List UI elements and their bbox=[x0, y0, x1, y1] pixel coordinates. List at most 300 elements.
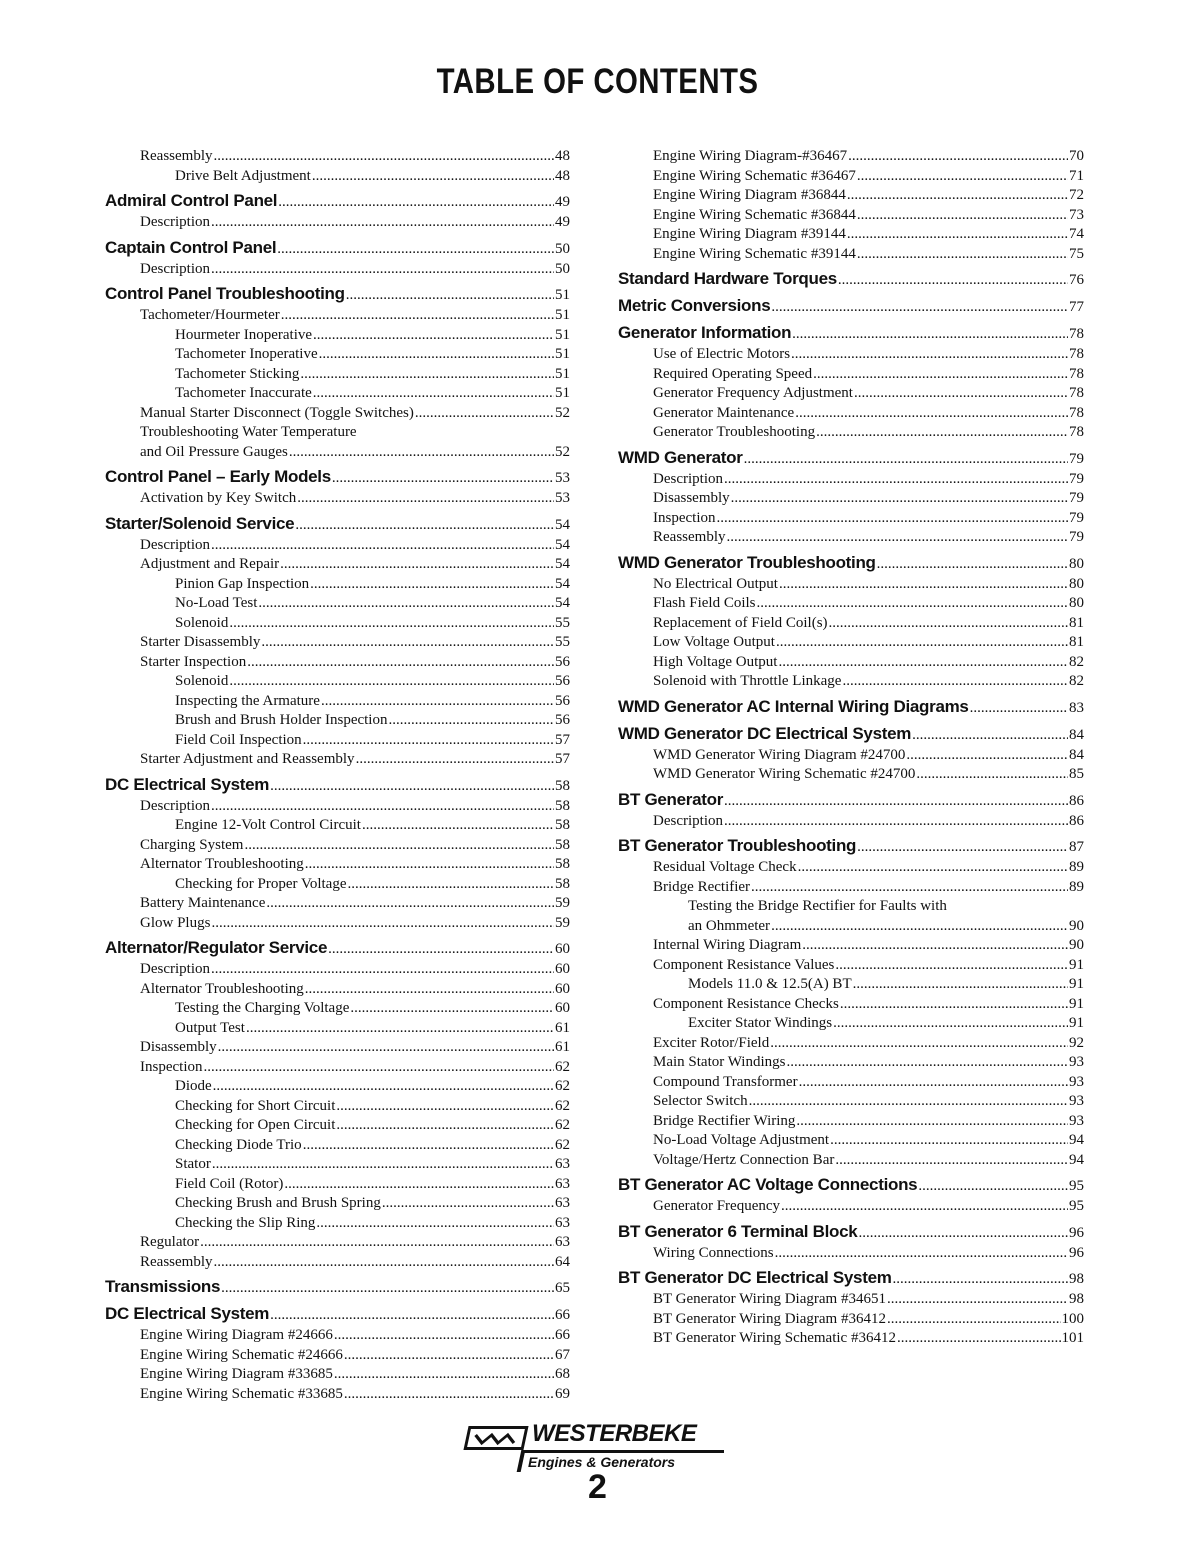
toc-page-number: 54 bbox=[555, 516, 570, 533]
toc-page-number: 62 bbox=[555, 1117, 570, 1133]
toc-entry[interactable] bbox=[105, 1253, 570, 1273]
toc-entry-text: Field Coil (Rotor) bbox=[175, 1175, 284, 1192]
toc-entry[interactable] bbox=[105, 633, 570, 653]
toc-page-number: 98 bbox=[1069, 1291, 1084, 1307]
toc-entry-text: WMD Generator Troubleshooting bbox=[618, 552, 876, 572]
dot-leader bbox=[840, 995, 1068, 1015]
dot-leader bbox=[912, 723, 1068, 748]
dot-leader bbox=[847, 225, 1068, 245]
toc-left-column bbox=[105, 147, 570, 1404]
toc-entry-text: Hourmeter Inoperative bbox=[175, 326, 313, 343]
toc-entry[interactable] bbox=[618, 206, 1084, 226]
dot-leader bbox=[798, 858, 1068, 878]
toc-entry[interactable] bbox=[105, 260, 570, 280]
toc-entry[interactable] bbox=[105, 594, 570, 614]
toc-entry-text: Engine Wiring Diagram #36844 bbox=[653, 187, 846, 203]
dot-leader bbox=[344, 1346, 554, 1366]
toc-entry[interactable] bbox=[105, 1155, 570, 1175]
toc-entry[interactable] bbox=[105, 1136, 570, 1156]
toc-section-heading[interactable] bbox=[105, 235, 570, 260]
toc-section-heading[interactable] bbox=[105, 772, 570, 797]
dot-leader bbox=[332, 466, 554, 491]
toc-entry-continued bbox=[105, 423, 570, 443]
dot-leader bbox=[246, 1019, 554, 1039]
toc-entry-text: Tachometer Sticking bbox=[175, 365, 300, 382]
toc-entry[interactable] bbox=[618, 1014, 1084, 1034]
toc-entry[interactable] bbox=[618, 1244, 1084, 1264]
toc-page-number: 61 bbox=[555, 1019, 570, 1036]
toc-entry[interactable] bbox=[105, 836, 570, 856]
toc-entry-text: Disassembly bbox=[653, 490, 730, 506]
toc-page-number: 60 bbox=[555, 961, 570, 977]
toc-entry[interactable] bbox=[618, 917, 1084, 937]
toc-entry-text: Captain Control Panel bbox=[105, 237, 277, 257]
toc-page-number: 79 bbox=[1069, 509, 1084, 526]
toc-page-number: 80 bbox=[1069, 575, 1084, 592]
toc-page-number: 57 bbox=[555, 731, 570, 748]
toc-entry-text: Residual Voltage Check bbox=[653, 859, 797, 875]
dot-leader bbox=[319, 345, 554, 365]
toc-entry[interactable] bbox=[618, 147, 1084, 167]
toc-entry-text: BT Generator AC Voltage Connections bbox=[618, 1175, 918, 1194]
dot-leader bbox=[356, 750, 554, 770]
toc-entry[interactable] bbox=[105, 816, 570, 836]
toc-page-number: 94 bbox=[1069, 1151, 1084, 1168]
toc-page-number: 50 bbox=[555, 240, 570, 257]
dot-leader bbox=[816, 423, 1068, 443]
toc-entry[interactable] bbox=[618, 995, 1084, 1015]
toc-entry[interactable] bbox=[618, 594, 1084, 614]
toc-section-heading[interactable] bbox=[618, 721, 1084, 746]
dot-leader bbox=[214, 1253, 555, 1273]
dot-leader bbox=[779, 575, 1068, 595]
toc-entry[interactable] bbox=[618, 423, 1084, 443]
toc-section-heading[interactable] bbox=[618, 1172, 1084, 1197]
toc-section-heading[interactable] bbox=[105, 281, 570, 306]
logo-rule bbox=[524, 1450, 724, 1453]
toc-page-number: 74 bbox=[1069, 226, 1084, 242]
toc-page-number: 78 bbox=[1069, 424, 1084, 440]
dot-leader bbox=[281, 306, 554, 326]
toc-entry[interactable] bbox=[618, 1329, 1084, 1349]
dot-leader bbox=[791, 345, 1068, 365]
toc-page-number: 83 bbox=[1069, 699, 1084, 716]
dot-leader bbox=[877, 552, 1068, 577]
toc-entry[interactable] bbox=[618, 653, 1084, 673]
toc-entry-text: Alternator/Regulator Service bbox=[105, 938, 328, 957]
dot-leader bbox=[310, 575, 554, 595]
dot-leader bbox=[266, 894, 554, 914]
toc-entry[interactable] bbox=[618, 765, 1084, 785]
toc-page-number: 56 bbox=[555, 692, 570, 709]
toc-entry[interactable] bbox=[618, 858, 1084, 878]
toc-entry[interactable] bbox=[105, 797, 570, 817]
toc-section-heading[interactable] bbox=[105, 464, 570, 489]
dot-leader bbox=[724, 812, 1068, 832]
toc-section-heading[interactable] bbox=[105, 1274, 570, 1299]
toc-entry[interactable] bbox=[105, 345, 570, 365]
toc-entry-text: Engine Wiring Schematic #39144 bbox=[653, 245, 856, 262]
toc-entry[interactable] bbox=[105, 306, 570, 326]
toc-entry[interactable] bbox=[105, 711, 570, 731]
toc-page-number: 75 bbox=[1069, 245, 1084, 262]
toc-entry[interactable] bbox=[105, 1097, 570, 1117]
toc-entry[interactable] bbox=[618, 878, 1084, 898]
toc-entry[interactable] bbox=[618, 1310, 1084, 1330]
toc-page-number: 95 bbox=[1069, 1178, 1084, 1194]
toc-entry[interactable] bbox=[105, 555, 570, 575]
toc-entry[interactable] bbox=[618, 1034, 1084, 1054]
toc-entry[interactable] bbox=[618, 1053, 1084, 1073]
dot-leader bbox=[278, 190, 554, 215]
toc-entry-text: Checking Brush and Brush Spring bbox=[175, 1195, 381, 1211]
toc-entry-text: Checking for Proper Voltage bbox=[175, 875, 347, 892]
toc-entry[interactable] bbox=[618, 672, 1084, 692]
toc-entry[interactable] bbox=[105, 1194, 570, 1214]
toc-entry[interactable] bbox=[618, 245, 1084, 265]
dot-leader bbox=[749, 1092, 1068, 1112]
toc-entry[interactable] bbox=[618, 384, 1084, 404]
toc-page-number: 59 bbox=[555, 895, 570, 911]
toc-entry[interactable] bbox=[105, 1346, 570, 1366]
toc-entry[interactable] bbox=[105, 489, 570, 509]
toc-entry-text: BT Generator Wiring Diagram #34651 bbox=[653, 1291, 886, 1307]
toc-page-number: 48 bbox=[555, 167, 570, 184]
toc-entry[interactable] bbox=[618, 167, 1084, 187]
toc-page-number: 56 bbox=[555, 673, 570, 689]
toc-page-number: 73 bbox=[1069, 206, 1084, 223]
dot-leader bbox=[799, 1073, 1068, 1093]
dot-leader bbox=[770, 1034, 1068, 1054]
toc-entry[interactable] bbox=[105, 653, 570, 673]
toc-entry[interactable] bbox=[618, 633, 1084, 653]
toc-entry-text: No Electrical Output bbox=[653, 575, 778, 592]
toc-page-number: 89 bbox=[1069, 859, 1084, 875]
toc-page-number: 78 bbox=[1069, 346, 1084, 362]
toc-entry[interactable] bbox=[105, 147, 570, 167]
toc-entry[interactable] bbox=[618, 936, 1084, 956]
toc-entry-text: WMD Generator DC Electrical System bbox=[618, 723, 912, 743]
toc-page-number: 61 bbox=[555, 1039, 570, 1055]
toc-entry-text: Output Test bbox=[175, 1019, 245, 1036]
toc-entry-text: Exciter Rotor/Field bbox=[653, 1034, 770, 1051]
toc-entry[interactable] bbox=[105, 875, 570, 895]
toc-page-number: 49 bbox=[555, 194, 570, 210]
dot-leader bbox=[336, 1116, 554, 1136]
dot-leader bbox=[244, 836, 554, 856]
dot-leader bbox=[802, 936, 1068, 956]
toc-entry[interactable] bbox=[618, 812, 1084, 832]
toc-entry[interactable] bbox=[105, 575, 570, 595]
toc-entry[interactable] bbox=[105, 404, 570, 424]
toc-entry[interactable] bbox=[618, 225, 1084, 245]
toc-page-number: 60 bbox=[555, 1000, 570, 1016]
toc-page-number: 78 bbox=[1069, 385, 1084, 401]
toc-section-heading[interactable] bbox=[618, 1219, 1084, 1244]
toc-page-number: 78 bbox=[1069, 365, 1084, 382]
toc-page-number: 78 bbox=[1069, 404, 1084, 421]
toc-page-number: 85 bbox=[1069, 766, 1084, 782]
toc-entry-text: Generator Troubleshooting bbox=[653, 424, 816, 440]
toc-section-heading[interactable] bbox=[618, 787, 1084, 812]
toc-entry[interactable] bbox=[618, 614, 1084, 634]
toc-entry-text: Starter Disassembly bbox=[140, 634, 261, 650]
toc-entry[interactable] bbox=[105, 914, 570, 934]
toc-entry-text: DC Electrical System bbox=[105, 774, 270, 794]
dot-leader bbox=[211, 797, 554, 817]
toc-page-number: 79 bbox=[1069, 450, 1084, 467]
toc-entry-text: Stator bbox=[175, 1156, 211, 1172]
toc-entry[interactable] bbox=[618, 345, 1084, 365]
toc-entry-text: Description bbox=[140, 536, 210, 553]
toc-entry-text: WMD Generator bbox=[618, 447, 743, 467]
dot-leader bbox=[214, 147, 555, 167]
toc-entry[interactable] bbox=[618, 975, 1084, 995]
toc-entry[interactable] bbox=[105, 1116, 570, 1136]
toc-entry-text: Activation by Key Switch bbox=[140, 490, 297, 506]
toc-section-heading[interactable] bbox=[618, 320, 1084, 345]
toc-entry[interactable] bbox=[105, 213, 570, 233]
dot-leader bbox=[775, 1244, 1068, 1264]
dot-leader bbox=[211, 213, 554, 233]
toc-page-number: 63 bbox=[555, 1214, 570, 1231]
dot-leader bbox=[258, 594, 554, 614]
toc-entry-text: Wiring Connections bbox=[653, 1244, 774, 1261]
toc-entry-text: Control Panel Troubleshooting bbox=[105, 284, 345, 303]
toc-entry-text: Exciter Stator Windings bbox=[688, 1015, 833, 1031]
toc-section-heading[interactable] bbox=[618, 445, 1084, 470]
toc-entry-text: Component Resistance Checks bbox=[653, 995, 839, 1012]
toc-entry[interactable] bbox=[618, 746, 1084, 766]
toc-entry-text: High Voltage Output bbox=[653, 653, 778, 670]
toc-entry[interactable] bbox=[105, 536, 570, 556]
toc-entry[interactable] bbox=[105, 167, 570, 187]
toc-page-number: 55 bbox=[555, 614, 570, 631]
dot-leader bbox=[362, 816, 554, 836]
toc-page-number: 90 bbox=[1069, 917, 1084, 934]
dot-leader bbox=[781, 1197, 1068, 1217]
dot-leader bbox=[261, 633, 554, 653]
toc-page-number: 51 bbox=[555, 346, 570, 362]
dot-leader bbox=[280, 555, 554, 575]
dot-leader bbox=[786, 1053, 1068, 1073]
toc-entry[interactable] bbox=[618, 404, 1084, 424]
toc-entry[interactable] bbox=[105, 614, 570, 634]
toc-entry[interactable] bbox=[618, 1073, 1084, 1093]
toc-page-number: 82 bbox=[1069, 653, 1084, 670]
toc-section-heading[interactable] bbox=[618, 293, 1084, 318]
toc-entry-text: BT Generator Wiring Schematic #36412 bbox=[653, 1330, 896, 1346]
toc-page-number: 53 bbox=[555, 470, 570, 486]
toc-page-number: 56 bbox=[555, 653, 570, 670]
dot-leader bbox=[842, 672, 1068, 692]
toc-entry[interactable] bbox=[618, 1197, 1084, 1217]
toc-entry[interactable] bbox=[105, 384, 570, 404]
dot-leader bbox=[918, 1174, 1068, 1199]
toc-entry-text: WMD Generator Wiring Diagram #24700 bbox=[653, 746, 906, 763]
toc-entry-text: Bridge Rectifier Wiring bbox=[653, 1112, 796, 1129]
toc-entry[interactable] bbox=[105, 750, 570, 770]
toc-page-number: 62 bbox=[555, 1097, 570, 1114]
toc-entry-text: Pinion Gap Inspection bbox=[175, 575, 310, 592]
toc-page-number: 57 bbox=[555, 751, 570, 767]
toc-entry[interactable] bbox=[105, 1365, 570, 1385]
toc-page-number: 100 bbox=[1061, 1310, 1084, 1327]
toc-entry[interactable] bbox=[618, 365, 1084, 385]
toc-entry[interactable] bbox=[618, 1112, 1084, 1132]
toc-entry[interactable] bbox=[105, 692, 570, 712]
toc-page-number: 86 bbox=[1069, 812, 1084, 829]
toc-entry-text: Glow Plugs bbox=[140, 914, 211, 931]
toc-entry[interactable] bbox=[618, 1151, 1084, 1171]
toc-page-number: 51 bbox=[555, 326, 570, 343]
toc-entry[interactable] bbox=[618, 575, 1084, 595]
toc-entry-text: Engine Wiring Schematic #36844 bbox=[653, 206, 856, 223]
toc-entry[interactable] bbox=[618, 1290, 1084, 1310]
toc-entry-text: Charging System bbox=[140, 836, 244, 853]
toc-section-heading[interactable] bbox=[618, 833, 1084, 858]
toc-section-heading[interactable] bbox=[105, 1301, 570, 1326]
toc-page-number: 95 bbox=[1069, 1198, 1084, 1214]
toc-page-number: 82 bbox=[1069, 673, 1084, 689]
dot-leader bbox=[830, 1131, 1068, 1151]
dot-leader bbox=[334, 1326, 554, 1346]
brand-name: WESTERBEKE bbox=[532, 1420, 697, 1447]
toc-entry-text: Engine Wiring Schematic #24666 bbox=[140, 1346, 343, 1363]
toc-page-number: 79 bbox=[1069, 529, 1084, 545]
toc-entry-text: BT Generator DC Electrical System bbox=[618, 1268, 892, 1287]
toc-entry[interactable] bbox=[105, 1175, 570, 1195]
toc-entry-text: Engine 12-Volt Control Circuit bbox=[175, 817, 361, 833]
toc-page-number: 48 bbox=[555, 148, 570, 164]
dot-leader bbox=[796, 1112, 1068, 1132]
toc-entry[interactable] bbox=[105, 855, 570, 875]
dot-leader bbox=[813, 365, 1068, 385]
dot-leader bbox=[312, 167, 554, 187]
toc-entry[interactable] bbox=[618, 489, 1084, 509]
page-title: TABLE OF CONTENTS bbox=[436, 62, 759, 101]
toc-entry-text: Bridge Rectifier bbox=[653, 878, 751, 895]
dot-leader bbox=[853, 975, 1068, 995]
toc-entry[interactable] bbox=[618, 956, 1084, 976]
toc-entry-text: Generator Maintenance bbox=[653, 404, 795, 421]
toc-page-number: 58 bbox=[555, 875, 570, 892]
toc-entry[interactable] bbox=[105, 894, 570, 914]
toc-entry-text: WMD Generator Wiring Schematic #24700 bbox=[653, 766, 916, 782]
toc-entry[interactable] bbox=[105, 443, 570, 463]
toc-entry-text: Checking for Open Circuit bbox=[175, 1117, 336, 1133]
toc-entry[interactable] bbox=[105, 980, 570, 1000]
dot-leader bbox=[313, 384, 554, 404]
dot-leader bbox=[833, 1014, 1068, 1034]
dot-leader bbox=[229, 672, 554, 692]
toc-entry-text: Manual Starter Disconnect (Toggle Switches) bbox=[140, 404, 414, 421]
toc-section-heading[interactable] bbox=[618, 266, 1084, 291]
toc-section-heading[interactable] bbox=[105, 188, 570, 213]
dot-leader bbox=[203, 1058, 554, 1078]
toc-entry[interactable] bbox=[105, 672, 570, 692]
toc-entry-text: Starter Inspection bbox=[140, 653, 247, 670]
toc-section-heading[interactable] bbox=[618, 694, 1084, 719]
toc-entry-text: Testing the Bridge Rectifier for Faults with bbox=[688, 898, 947, 914]
toc-entry[interactable] bbox=[105, 960, 570, 980]
dot-leader bbox=[970, 696, 1068, 721]
toc-page-number: 101 bbox=[1061, 1330, 1084, 1346]
toc-entry[interactable] bbox=[105, 1058, 570, 1078]
toc-entry-text: WMD Generator AC Internal Wiring Diagrams bbox=[618, 696, 969, 716]
toc-entry[interactable] bbox=[618, 509, 1084, 529]
toc-page-number: 93 bbox=[1069, 1112, 1084, 1129]
toc-entry[interactable] bbox=[618, 1131, 1084, 1151]
brand-tagline: Engines & Generators bbox=[528, 1454, 676, 1470]
toc-entry-text: Testing the Charging Voltage bbox=[175, 1000, 350, 1016]
toc-entry[interactable] bbox=[105, 1077, 570, 1097]
dot-leader bbox=[838, 268, 1068, 293]
dot-leader bbox=[858, 1221, 1068, 1246]
toc-entry-text: Description bbox=[140, 260, 210, 277]
dot-leader bbox=[893, 1267, 1068, 1292]
toc-page-number: 58 bbox=[555, 797, 570, 814]
toc-section-heading[interactable] bbox=[105, 511, 570, 536]
toc-entry-text: and Oil Pressure Gauges bbox=[140, 443, 288, 460]
toc-section-heading[interactable] bbox=[618, 1265, 1084, 1290]
toc-entry[interactable] bbox=[105, 1326, 570, 1346]
toc-page-number: 93 bbox=[1069, 1054, 1084, 1070]
toc-entry-text: DC Electrical System bbox=[105, 1304, 270, 1323]
toc-entry-text: BT Generator 6 Terminal Block bbox=[618, 1221, 858, 1241]
toc-page-number: 62 bbox=[555, 1058, 570, 1075]
toc-entry[interactable] bbox=[618, 528, 1084, 548]
toc-entry[interactable] bbox=[105, 326, 570, 346]
toc-entry[interactable] bbox=[618, 1092, 1084, 1112]
toc-page-number: 67 bbox=[555, 1346, 570, 1363]
toc-page-number: 52 bbox=[555, 404, 570, 421]
toc-entry[interactable] bbox=[105, 1214, 570, 1234]
toc-entry[interactable] bbox=[618, 470, 1084, 490]
toc-entry[interactable] bbox=[105, 1019, 570, 1039]
toc-page-number: 80 bbox=[1069, 595, 1084, 611]
toc-page-number: 63 bbox=[555, 1234, 570, 1250]
toc-page-number: 89 bbox=[1069, 878, 1084, 895]
dot-leader bbox=[344, 1385, 554, 1405]
toc-page-number: 93 bbox=[1069, 1093, 1084, 1109]
toc-entry[interactable] bbox=[105, 731, 570, 751]
dot-leader bbox=[295, 513, 554, 538]
dot-leader bbox=[211, 914, 554, 934]
toc-section-heading[interactable] bbox=[618, 550, 1084, 575]
toc-entry-text: Compound Transformer bbox=[653, 1073, 798, 1090]
toc-entry-text: Engine Wiring Schematic #33685 bbox=[140, 1385, 343, 1402]
toc-page-number: 71 bbox=[1069, 167, 1084, 184]
dot-leader bbox=[792, 322, 1068, 347]
dot-leader bbox=[854, 384, 1068, 404]
toc-entry[interactable] bbox=[105, 365, 570, 385]
toc-entry-text: Component Resistance Values bbox=[653, 956, 835, 973]
toc-entry[interactable] bbox=[105, 1233, 570, 1253]
toc-entry[interactable] bbox=[618, 186, 1084, 206]
toc-entry[interactable] bbox=[105, 999, 570, 1019]
toc-entry-text: Adjustment and Repair bbox=[140, 556, 280, 572]
toc-page-number: 54 bbox=[555, 595, 570, 611]
toc-entry[interactable] bbox=[105, 1385, 570, 1405]
toc-entry-text: Starter Adjustment and Reassembly bbox=[140, 751, 355, 767]
toc-section-heading[interactable] bbox=[105, 935, 570, 960]
dot-leader bbox=[848, 147, 1068, 167]
dot-leader bbox=[211, 536, 554, 556]
toc-entry[interactable] bbox=[105, 1038, 570, 1058]
dot-leader bbox=[336, 1097, 554, 1117]
toc-entry-text: Checking the Slip Ring bbox=[175, 1214, 316, 1231]
